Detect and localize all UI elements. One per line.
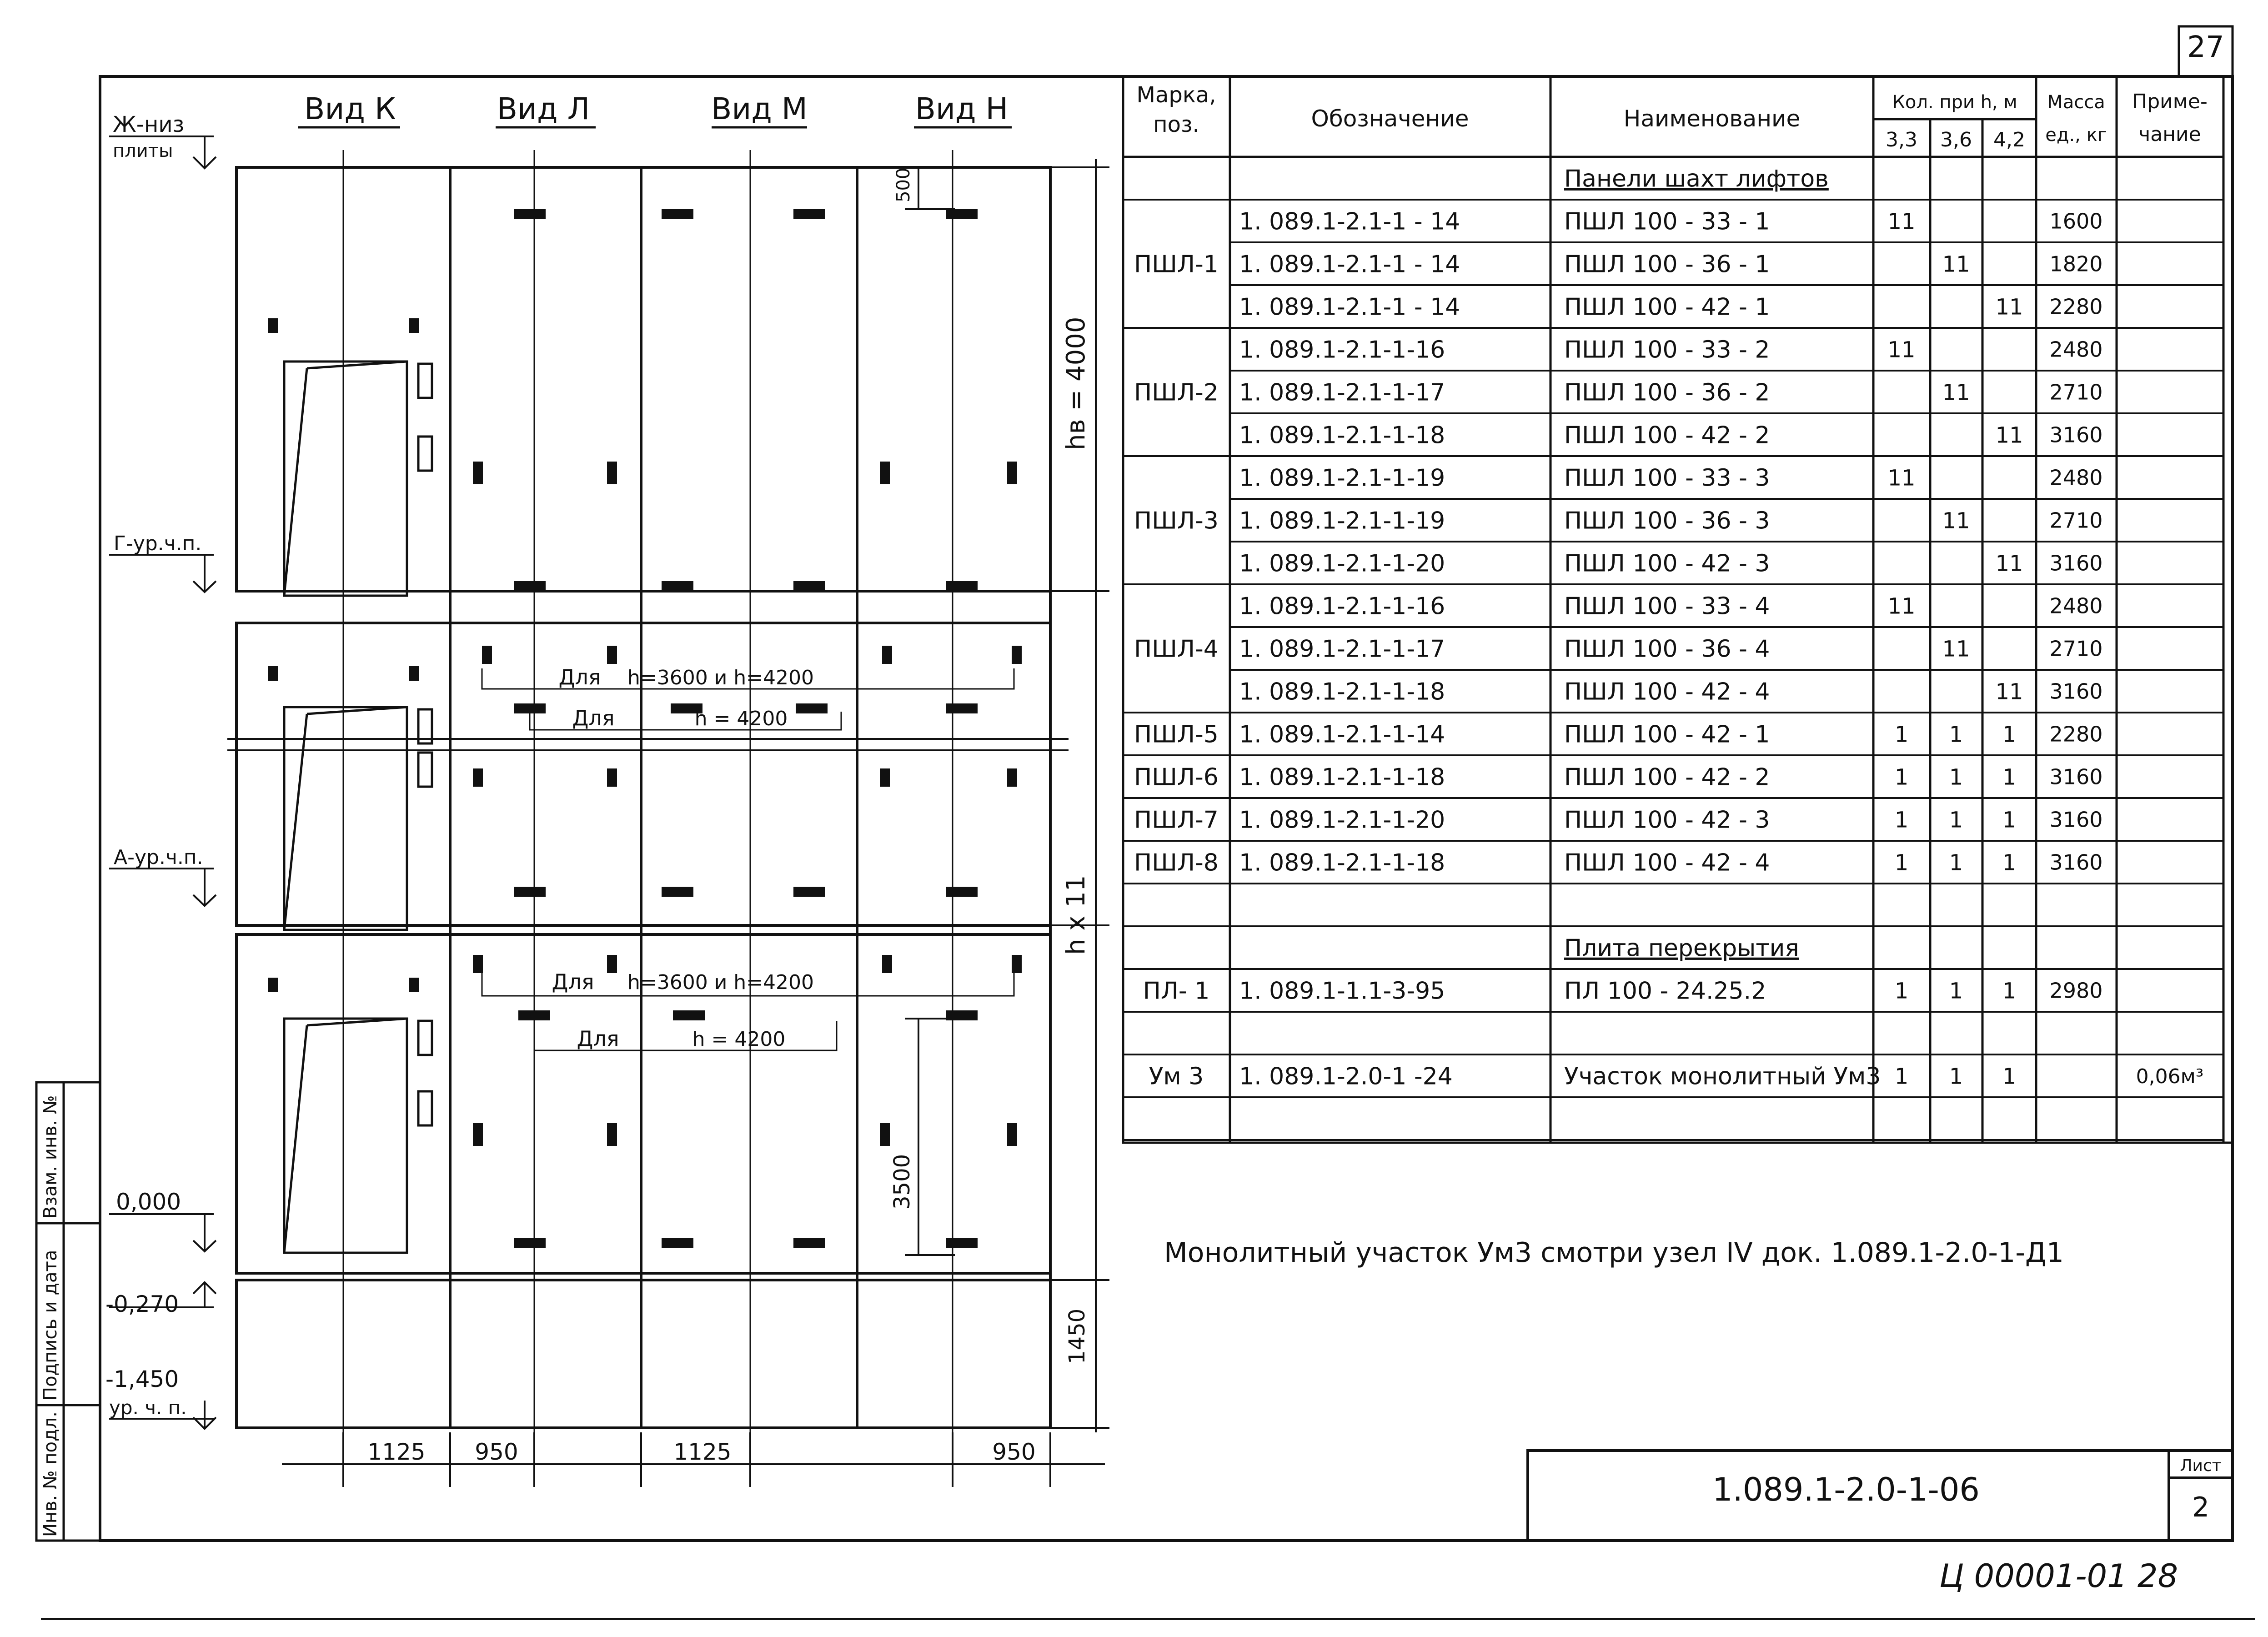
th-prim-1: Приме- xyxy=(2132,90,2208,113)
cell-oboz: 1. 089.1-2.1-1-19 xyxy=(1239,464,1445,492)
cell-mark: Ум 3 xyxy=(1149,1063,1204,1090)
view-n-title: Вид Н xyxy=(915,91,1009,126)
cell-qty-33: 11 xyxy=(1887,465,1916,491)
cell-qty-42: 11 xyxy=(1995,294,2023,320)
cell-mark: ПШЛ-1 xyxy=(1134,251,1219,278)
th-massa-1: Масса xyxy=(2047,92,2105,113)
page-number: 27 xyxy=(2187,30,2224,64)
door-openings xyxy=(284,362,407,1253)
drawing-notes xyxy=(552,665,814,1051)
cell-naim: ПШЛ 100 - 42 - 3 xyxy=(1564,806,1770,834)
dimension-labels xyxy=(367,168,1091,1465)
cell-oboz: 1. 089.1-2.1-1-16 xyxy=(1239,336,1445,364)
th-prim-2: чание xyxy=(2138,123,2201,146)
cell-qty-42: 11 xyxy=(1995,422,2023,448)
level-m0270: -0,270 xyxy=(105,1291,179,1317)
cell-mark: ПШЛ-6 xyxy=(1134,763,1219,791)
cell-mass: 3160 xyxy=(2049,679,2103,704)
cell-mass: 2480 xyxy=(2049,593,2103,618)
th-naim: Наименование xyxy=(1623,105,1801,132)
th-h1: 3,3 xyxy=(1886,128,1917,151)
cell-mass: 2280 xyxy=(2049,722,2103,747)
cell-oboz: 1. 089.1-2.1-1-20 xyxy=(1239,806,1445,834)
cell-oboz: 1. 089.1-2.1-1-16 xyxy=(1239,593,1445,620)
cell-oboz: 1. 089.1-2.1-1-18 xyxy=(1239,763,1445,791)
cell-mass: 3160 xyxy=(2049,807,2103,832)
cell-qty-33: 1 xyxy=(1894,850,1909,876)
axis-lines xyxy=(343,150,953,1487)
note-dlya-2: Для xyxy=(572,706,615,730)
note-h4200-1: h = 4200 xyxy=(694,707,788,730)
cell-mark: ПШЛ-2 xyxy=(1134,379,1219,407)
cell-naim: Участок монолитный Ум3 xyxy=(1564,1063,1881,1090)
cell-qty-42: 1 xyxy=(2002,807,2017,833)
level-zero: 0,000 xyxy=(116,1189,181,1215)
cell-naim: ПШЛ 100 - 36 - 4 xyxy=(1564,635,1770,663)
spec-table-header xyxy=(1137,82,2208,151)
dim-hv: hв = 4000 xyxy=(1061,316,1091,450)
cell-qty-33: 1 xyxy=(1894,722,1909,748)
cell-qty-36: 1 xyxy=(1949,978,1963,1004)
cell-qty-36: 1 xyxy=(1949,764,1963,790)
cell-qty-42: 1 xyxy=(2002,978,2017,1004)
cell-mass: 2710 xyxy=(2049,380,2103,405)
cell-naim: Панели шахт лифтов xyxy=(1564,165,1829,193)
cell-qty-36: 11 xyxy=(1942,636,1970,662)
level-marks xyxy=(109,136,216,1429)
wall-panels xyxy=(236,167,1050,1428)
cell-naim: ПШЛ 100 - 42 - 2 xyxy=(1564,422,1770,449)
view-titles xyxy=(304,91,1008,126)
cell-oboz: 1. 089.1-2.1-1 - 14 xyxy=(1239,251,1460,278)
th-h2: 3,6 xyxy=(1940,128,1972,151)
level-m1450-ur: ур. ч. п. xyxy=(109,1396,187,1419)
cell-naim: ПШЛ 100 - 33 - 3 xyxy=(1564,464,1770,492)
th-kol: Кол. при h, м xyxy=(1892,92,2017,113)
level-plity: плиты xyxy=(113,141,173,161)
note-dlya-1: Для xyxy=(558,665,601,689)
cell-naim: ПШЛ 100 - 42 - 3 xyxy=(1564,550,1770,577)
stamp-vzam: Взам. инв. № xyxy=(40,1095,61,1219)
stamp-podpis: Подпись и дата xyxy=(40,1250,61,1401)
cell-oboz: 1. 089.1-2.1-1-18 xyxy=(1239,422,1445,449)
cell-naim: ПШЛ 100 - 36 - 1 xyxy=(1564,251,1770,278)
view-m-title: Вид М xyxy=(711,91,808,126)
cell-qty-36: 1 xyxy=(1949,722,1963,748)
cell-oboz: 1. 089.1-2.1-1-20 xyxy=(1239,550,1445,577)
cell-naim: ПЛ 100 - 24.25.2 xyxy=(1564,977,1766,1005)
cell-qty-42: 1 xyxy=(2002,1064,2017,1090)
th-h3: 4,2 xyxy=(1993,128,2025,151)
cell-note: 0,06м³ xyxy=(2136,1065,2204,1088)
level-labels xyxy=(105,112,203,1419)
door-hardware xyxy=(418,364,432,1125)
break-line xyxy=(227,739,1069,750)
cell-naim: ПШЛ 100 - 33 - 1 xyxy=(1564,208,1770,236)
view-l-title: Вид Л xyxy=(497,91,590,126)
cell-qty-42: 11 xyxy=(1995,679,2023,705)
note-h-both-2: h=3600 и h=4200 xyxy=(627,971,814,994)
cell-naim: ПШЛ 100 - 36 - 3 xyxy=(1564,507,1770,535)
cell-naim: ПШЛ 100 - 42 - 2 xyxy=(1564,763,1770,791)
cell-oboz: 1. 089.1-2.0-1 -24 xyxy=(1239,1063,1453,1090)
cell-qty-42: 11 xyxy=(1995,551,2023,577)
dim-500: 500 xyxy=(893,167,914,202)
cell-mass: 2480 xyxy=(2049,465,2103,490)
cell-mass: 3160 xyxy=(2049,850,2103,875)
cell-mass: 2980 xyxy=(2049,978,2103,1003)
cell-oboz: 1. 089.1-2.1-1-17 xyxy=(1239,635,1445,663)
cell-qty-36: 11 xyxy=(1942,380,1970,406)
cell-oboz: 1. 089.1-1.1-3-95 xyxy=(1239,977,1445,1005)
cell-mass: 2280 xyxy=(2049,294,2103,319)
cell-qty-36: 1 xyxy=(1949,850,1963,876)
cell-mark: ПШЛ-5 xyxy=(1134,721,1219,748)
cell-qty-36: 11 xyxy=(1942,251,1970,277)
dim-1450: 1450 xyxy=(1064,1308,1090,1364)
level-g: Г-ур.ч.п. xyxy=(114,532,202,555)
title-doc-code: 1.089.1-2.0-1-06 xyxy=(1712,1471,1980,1508)
th-oboz: Обозначение xyxy=(1311,105,1469,132)
view-k-title: Вид К xyxy=(304,91,396,126)
note-dlya-3: Для xyxy=(552,969,594,994)
cell-qty-33: 1 xyxy=(1894,807,1909,833)
cell-qty-33: 1 xyxy=(1894,1064,1909,1090)
dim-950-a: 950 xyxy=(475,1439,518,1465)
note-dlya-4: Для xyxy=(577,1026,619,1051)
dim-hx11: h x 11 xyxy=(1061,875,1091,955)
cell-mass: 3160 xyxy=(2049,551,2103,576)
cell-mass: 1600 xyxy=(2049,209,2103,234)
cell-qty-36: 1 xyxy=(1949,807,1963,833)
cell-mass: 1820 xyxy=(2049,251,2103,276)
cell-mark: ПШЛ-4 xyxy=(1134,635,1219,663)
cell-oboz: 1. 089.1-2.1-1-19 xyxy=(1239,507,1445,535)
cell-mark: ПШЛ-3 xyxy=(1134,507,1219,535)
note-h4200-2: h = 4200 xyxy=(692,1028,786,1051)
cell-qty-33: 11 xyxy=(1887,337,1916,363)
cell-naim: Плита перекрытия xyxy=(1564,934,1799,962)
th-marka-1: Марка, xyxy=(1136,82,1216,108)
level-a: А-ур.ч.п. xyxy=(114,846,203,869)
cell-naim: ПШЛ 100 - 42 - 4 xyxy=(1564,678,1770,706)
title-list-label: Лист xyxy=(2180,1456,2222,1475)
cell-naim: ПШЛ 100 - 42 - 1 xyxy=(1564,293,1770,321)
cell-oboz: 1. 089.1-2.1-1-14 xyxy=(1239,721,1445,748)
dim-1125-a: 1125 xyxy=(367,1439,426,1465)
cell-qty-42: 1 xyxy=(2002,722,2017,748)
cell-qty-42: 1 xyxy=(2002,850,2017,876)
cell-mass: 2480 xyxy=(2049,337,2103,362)
cell-qty-33: 11 xyxy=(1887,593,1916,619)
cell-oboz: 1. 089.1-2.1-1-17 xyxy=(1239,379,1445,407)
cell-oboz: 1. 089.1-2.1-1-18 xyxy=(1239,849,1445,877)
cell-oboz: 1. 089.1-2.1-1-18 xyxy=(1239,678,1445,706)
cell-qty-33: 11 xyxy=(1887,209,1916,235)
note-h-both-1: h=3600 и h=4200 xyxy=(627,666,814,689)
level-zh-niz: Ж-низ xyxy=(113,112,185,137)
embedded-parts xyxy=(268,209,1022,1248)
cell-naim: ПШЛ 100 - 33 - 2 xyxy=(1564,336,1770,364)
cell-mass: 3160 xyxy=(2049,764,2103,789)
cell-qty-33: 1 xyxy=(1894,764,1909,790)
dim-3500: 3500 xyxy=(889,1154,915,1210)
cell-qty-36: 11 xyxy=(1942,508,1970,534)
cell-naim: ПШЛ 100 - 42 - 4 xyxy=(1564,849,1770,877)
cell-oboz: 1. 089.1-2.1-1 - 14 xyxy=(1239,293,1460,321)
level-m1450: -1,450 xyxy=(105,1366,179,1392)
th-marka-2: поз. xyxy=(1153,112,1199,137)
cell-mark: ПШЛ-8 xyxy=(1134,849,1219,877)
dim-1125-b: 1125 xyxy=(673,1439,732,1465)
cell-mass: 2710 xyxy=(2049,636,2103,661)
cell-qty-36: 1 xyxy=(1949,1064,1963,1090)
cell-mark: ПЛ- 1 xyxy=(1143,977,1210,1005)
th-massa-2: ед., кг xyxy=(2045,125,2107,146)
cell-naim: ПШЛ 100 - 36 - 2 xyxy=(1564,379,1770,407)
cell-naim: ПШЛ 100 - 33 - 4 xyxy=(1564,593,1770,620)
monolith-note: Монолитный участок Ум3 смотри узел IV док. 1.089.1-2.0-1-Д1 xyxy=(1164,1237,2064,1269)
cell-oboz: 1. 089.1-2.1-1 - 14 xyxy=(1239,208,1460,236)
title-list-number: 2 xyxy=(2192,1491,2210,1523)
cell-mark: ПШЛ-7 xyxy=(1134,806,1219,834)
cell-mass: 3160 xyxy=(2049,422,2103,447)
cell-qty-42: 1 xyxy=(2002,764,2017,790)
dim-950-b: 950 xyxy=(992,1439,1036,1465)
stamp-inv: Инв. № подл. xyxy=(40,1411,61,1537)
cell-mass: 2710 xyxy=(2049,508,2103,533)
cell-qty-33: 1 xyxy=(1894,978,1909,1004)
archive-code: Ц 00001-01 28 xyxy=(1939,1557,2178,1595)
cell-naim: ПШЛ 100 - 42 - 1 xyxy=(1564,721,1770,748)
